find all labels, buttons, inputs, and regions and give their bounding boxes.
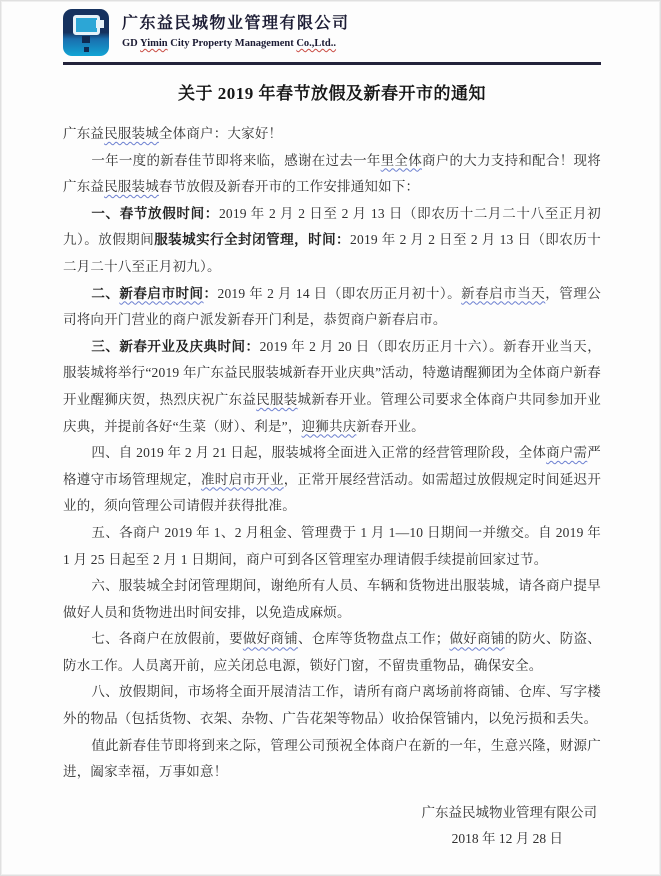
- text-segment: 新春启市时间: [119, 285, 204, 301]
- salutation: [63, 121, 601, 148]
- text-segment: 四、自 2019 年 2 月 21 日起，服装城将全面进入正常的经营管理阶段，全体: [91, 445, 547, 461]
- intro-paragraph: [63, 148, 601, 201]
- logo-notch-shape: [96, 20, 104, 28]
- closing-wishes: [63, 733, 601, 786]
- text-segment: 二、: [91, 285, 120, 301]
- text-segment: 、仓库等货物盘点工作；: [297, 631, 450, 647]
- item-6-closed-management: [63, 573, 601, 626]
- signature-block: [63, 800, 601, 852]
- text-segment: 商户需: [546, 445, 588, 461]
- text-segment: ：: [203, 285, 218, 301]
- item-2-market-reopen-time: [63, 281, 601, 334]
- item-4-normal-operation: [63, 440, 601, 520]
- text-segment: GD: [122, 38, 140, 49]
- text-segment: 八、放假期间，市场将全面开展清洁工作，请所有商户离场前将商铺、仓库、写字楼外的物品（包括货物、衣架、杂物、广告花架等物品）收拾保管铺内，以免污损和丢失。: [63, 684, 601, 727]
- text-segment: 做好商铺: [449, 631, 505, 647]
- text-segment: 城新春开业。管理公司要求全体商户共同参加开业庆典，并提前各好“生菜（财）、利是”，: [63, 391, 601, 434]
- text-segment: 一、春节放假时间：: [91, 205, 219, 221]
- text-segment: ，管理公司将向开门营业的商户派发新春开门利是，恭贺商户新春启市。: [63, 285, 602, 328]
- letterhead: [63, 9, 601, 65]
- text-segment: 2019 年 2 月 2 日至 2 月 13 日（即农历十二月二十八至正月初九）。放假期间: [63, 205, 601, 248]
- text-segment: 春节放假及新春开市的工作安排通知如下：: [158, 179, 420, 195]
- logo-square-shape: [82, 36, 90, 43]
- text-segment: 2019 年 2 月 20 日（即农历正月十六）。新春开业当天，服装城将举行“2019 年广东益民服装城新春开业庆典”活动，特邀请醒狮团为全体商户新春开业醒狮庆贺，热烈庆祝广东益: [63, 338, 601, 407]
- text-segment: 民服装: [256, 391, 298, 407]
- text-segment: City Property Management: [167, 38, 297, 49]
- notice-title: 关于 2019 年春节放假及新春开市的通知: [178, 84, 486, 103]
- text-segment: 做好商铺: [242, 631, 298, 647]
- text-segment: Co.,Ltd..: [296, 38, 337, 49]
- text-segment: 2019 年 2 月 14 日（即农历正月初十）。: [217, 285, 462, 301]
- text-segment: 迎狮共庆: [301, 418, 357, 434]
- text-segment: 2019 年 2 月 2 日至 2 月 13 日（即农历十二月二十八至正月初九）。: [63, 232, 601, 274]
- signature-company: 广东益民城物业管理有限公司: [421, 804, 597, 820]
- text-segment: 准时启市开业: [200, 471, 284, 487]
- text-segment: 广东益: [63, 126, 105, 141]
- text-segment: 一年一度的新春佳节即将来临，感谢在过去一年: [91, 152, 381, 168]
- company-name-chinese: 广东益民城物业管理有限公司: [122, 15, 350, 32]
- text-segment: 六、服装城全封闭管理期间，谢绝所有人员、车辆和货物进出服装城，请各商户提早做好人员和货物进出时间安排，以免造成麻烦。: [63, 578, 601, 620]
- company-name-english: [122, 36, 350, 51]
- text-segment: 商户的大力支持和配合！现将广东益: [63, 152, 601, 195]
- text-segment: 新春启市当天: [461, 285, 546, 301]
- text-segment: 值此新春佳节即将到来之际，管理公司预祝全体商户在新的一年，生意兴隆，财源广进，阖家幸福，万事如意！: [63, 737, 601, 780]
- text-segment: Yimin: [140, 38, 168, 49]
- text-segment: 民服装城: [104, 126, 159, 141]
- text-segment: 服装城实行全封闭管理，时间：: [154, 232, 351, 248]
- text-segment: 新春开业。: [356, 418, 425, 434]
- text-segment: 的防火、防盗、防水工作。人员离开前，应关闭总电源，锁好门窗，不留贵重物品，确保安全。: [63, 631, 601, 673]
- item-1-holiday-time: [63, 201, 601, 281]
- text-segment: ，正常开展经营活动。如需超过放假规定时间延迟开业的，须向管理公司请假并获得批准。: [63, 471, 602, 514]
- notice-body: [63, 121, 601, 786]
- item-8-cleaning: [63, 679, 601, 732]
- text-segment: 严格遵守市场管理规定，: [63, 445, 601, 487]
- company-logo: [63, 9, 109, 56]
- signature-date: 2018 年 12 月 28 日: [451, 830, 563, 846]
- text-segment: 民服装城: [104, 179, 159, 195]
- item-7-safety-check: [63, 626, 601, 679]
- text-segment: 七、各商户在放假前，要: [91, 631, 243, 647]
- logo-small-square-shape: [84, 47, 89, 52]
- text-segment: 里全体: [380, 152, 422, 168]
- item-5-rent-payment: [63, 520, 601, 573]
- item-3-opening-ceremony: [63, 334, 601, 440]
- text-segment: 三、新春开业及庆典时间：: [91, 338, 260, 354]
- company-names: [122, 14, 350, 51]
- text-segment: 全体商户：大家好！: [158, 126, 283, 141]
- text-segment: 五、各商户 2019 年 1、2 月租金、管理费于 1 月 1—10 日期间一并缴交。自 2019 年 1 月 25 日起至 2 月 1 日期间，商户可到各区管理室办理请假手续提前回家过节。: [63, 524, 601, 567]
